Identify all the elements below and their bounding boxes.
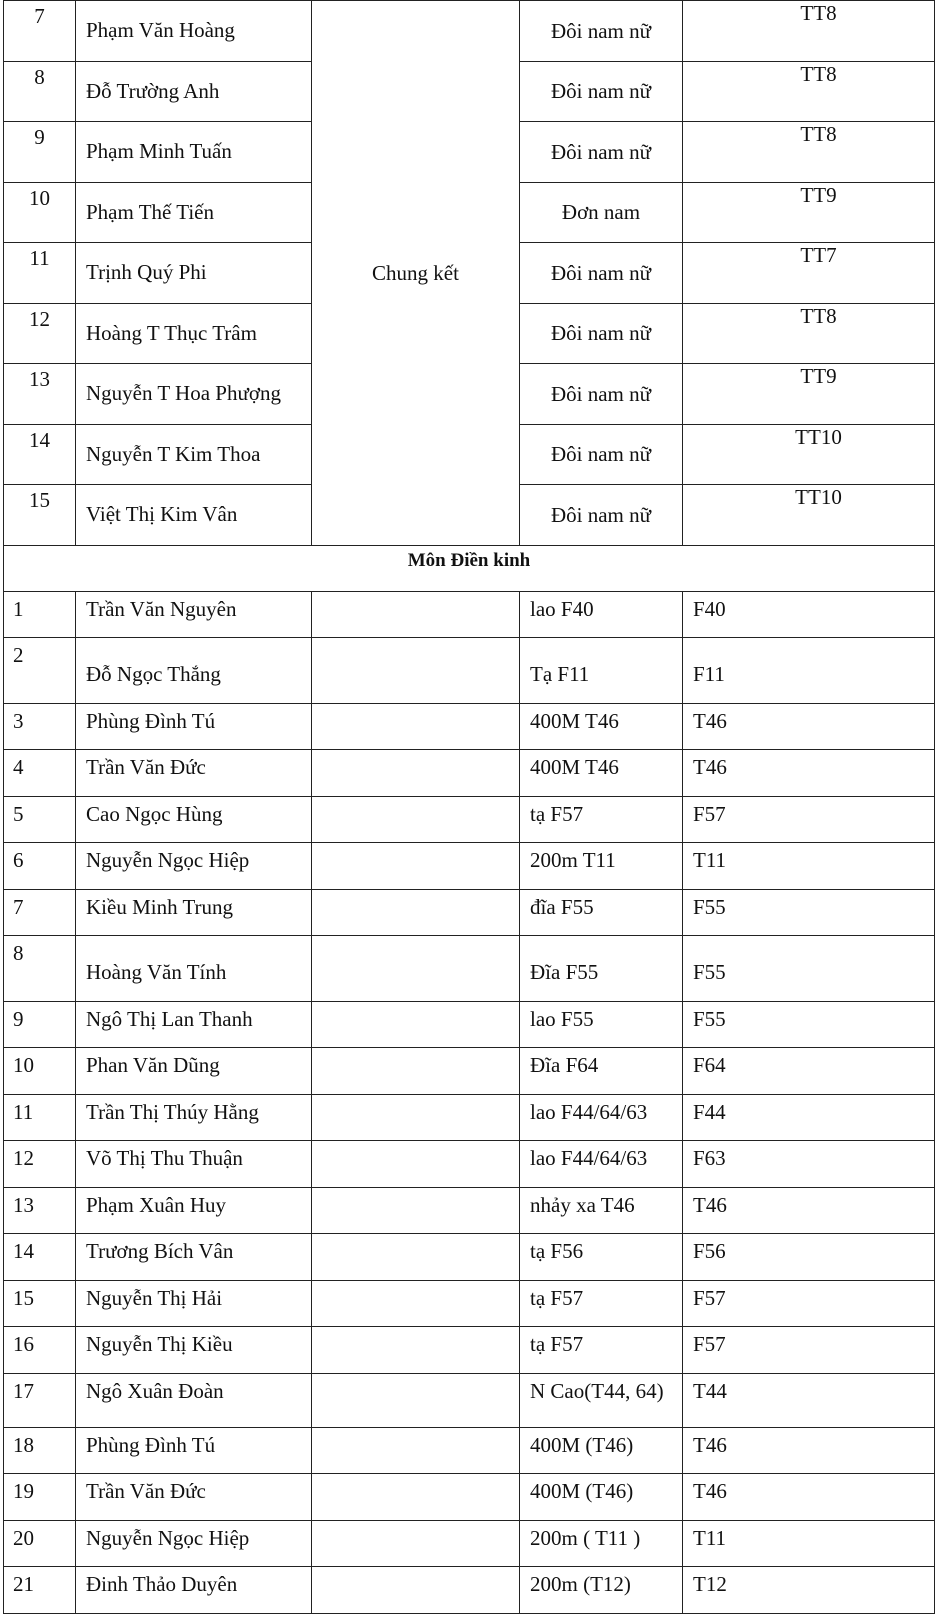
athlete-name: Phạm Thế Tiến — [76, 182, 312, 243]
athlete-name: Việt Thị Kim Vân — [76, 485, 312, 546]
athlete-name: Cao Ngọc Hùng — [76, 796, 312, 843]
class-code: T46 — [683, 1427, 935, 1474]
class-code: T46 — [683, 1474, 935, 1521]
athlete-name: Ngô Xuân Đoàn — [76, 1373, 312, 1427]
athlete-name: Trương Bích Vân — [76, 1234, 312, 1281]
row-number: 15 — [4, 1280, 76, 1327]
athlete-name: Trần Văn Nguyên — [76, 591, 312, 638]
row-number: 20 — [4, 1520, 76, 1567]
class-code: T12 — [683, 1567, 935, 1614]
round-cell — [312, 1187, 520, 1234]
event-name: 200m (T12) — [520, 1567, 683, 1614]
class-code: TT7 — [683, 243, 935, 304]
row-number: 14 — [4, 424, 76, 485]
table-row — [4, 638, 935, 704]
athlete-name: Hoàng Văn Tính — [76, 936, 312, 1002]
class-code: TT9 — [683, 364, 935, 425]
round-cell — [312, 1001, 520, 1048]
table-row — [4, 1520, 935, 1567]
table-row — [4, 750, 935, 797]
class-code: T46 — [683, 750, 935, 797]
class-code: F40 — [683, 591, 935, 638]
roster-table — [3, 0, 935, 1614]
table-row — [4, 1234, 935, 1281]
table-row — [4, 1327, 935, 1374]
row-number: 8 — [4, 936, 76, 1002]
round-cell — [312, 1520, 520, 1567]
class-code: TT8 — [683, 1, 935, 62]
event-name: 400M T46 — [520, 750, 683, 797]
table-row — [4, 1474, 935, 1521]
section-title: Môn Điền kinh — [4, 545, 935, 591]
class-code: TT10 — [683, 424, 935, 485]
round-cell — [312, 1567, 520, 1614]
athlete-name: Ngô Thị Lan Thanh — [76, 1001, 312, 1048]
class-code: F64 — [683, 1048, 935, 1095]
event-name: 400M T46 — [520, 703, 683, 750]
section-header-row — [4, 545, 935, 591]
round-cell — [312, 1048, 520, 1095]
round-cell — [312, 1474, 520, 1521]
table-row — [4, 1280, 935, 1327]
row-number: 19 — [4, 1474, 76, 1521]
athlete-name: Phùng Đình Tú — [76, 703, 312, 750]
athlete-name: Phan Văn Dũng — [76, 1048, 312, 1095]
class-code: TT9 — [683, 182, 935, 243]
event-name: đĩa F55 — [520, 889, 683, 936]
event-name: Đôi nam nữ — [520, 243, 683, 304]
event-name: nhảy xa T46 — [520, 1187, 683, 1234]
round-cell — [312, 638, 520, 704]
round-cell — [312, 796, 520, 843]
row-number: 9 — [4, 1001, 76, 1048]
athlete-name: Trần Văn Đức — [76, 750, 312, 797]
row-number: 2 — [4, 638, 76, 704]
athlete-name: Phùng Đình Tú — [76, 1427, 312, 1474]
row-number: 21 — [4, 1567, 76, 1614]
table-row — [4, 1187, 935, 1234]
class-code: T46 — [683, 1187, 935, 1234]
class-code: F56 — [683, 1234, 935, 1281]
class-code: TT8 — [683, 122, 935, 183]
event-name: N Cao(T44, 64) — [520, 1373, 683, 1427]
event-name: Đơn nam — [520, 182, 683, 243]
class-code: TT8 — [683, 61, 935, 122]
athlete-name: Nguyễn Ngọc Hiệp — [76, 1520, 312, 1567]
athlete-name: Đỗ Ngọc Thắng — [76, 638, 312, 704]
athlete-name: Nguyễn Thị Kiều — [76, 1327, 312, 1374]
row-number: 12 — [4, 303, 76, 364]
athlete-name: Phạm Xuân Huy — [76, 1187, 312, 1234]
row-number: 16 — [4, 1327, 76, 1374]
table-row — [4, 843, 935, 890]
table-row — [4, 1, 935, 62]
event-name: tạ F56 — [520, 1234, 683, 1281]
table-row — [4, 1141, 935, 1188]
athlete-name: Trần Văn Đức — [76, 1474, 312, 1521]
event-name: 400M (T46) — [520, 1427, 683, 1474]
table-row — [4, 889, 935, 936]
row-number: 3 — [4, 703, 76, 750]
event-name: lao F40 — [520, 591, 683, 638]
athlete-name: Nguyễn Thị Hải — [76, 1280, 312, 1327]
athlete-name: Nguyễn T Hoa Phượng — [76, 364, 312, 425]
round-cell — [312, 703, 520, 750]
class-code: F57 — [683, 1280, 935, 1327]
event-name: Đôi nam nữ — [520, 485, 683, 546]
row-number: 15 — [4, 485, 76, 546]
row-number: 5 — [4, 796, 76, 843]
table-row — [4, 1373, 935, 1427]
event-name: 200m T11 — [520, 843, 683, 890]
event-name: Đôi nam nữ — [520, 1, 683, 62]
round-cell — [312, 1141, 520, 1188]
row-number: 10 — [4, 182, 76, 243]
athlete-name: Phạm Văn Hoàng — [76, 1, 312, 62]
round-cell — [312, 1427, 520, 1474]
athlete-name: Hoàng T Thục Trâm — [76, 303, 312, 364]
row-number: 12 — [4, 1141, 76, 1188]
event-name: Đôi nam nữ — [520, 61, 683, 122]
event-name: lao F44/64/63 — [520, 1141, 683, 1188]
athlete-name: Phạm Minh Tuấn — [76, 122, 312, 183]
event-name: tạ F57 — [520, 1280, 683, 1327]
class-code: T11 — [683, 843, 935, 890]
event-name: lao F44/64/63 — [520, 1094, 683, 1141]
class-code: T44 — [683, 1373, 935, 1427]
class-code: F55 — [683, 936, 935, 1002]
row-number: 9 — [4, 122, 76, 183]
athlete-name: Đỗ Trường Anh — [76, 61, 312, 122]
event-name: Đôi nam nữ — [520, 364, 683, 425]
table-row — [4, 796, 935, 843]
round-cell — [312, 1373, 520, 1427]
class-code: F44 — [683, 1094, 935, 1141]
event-name: lao F55 — [520, 1001, 683, 1048]
event-name: Đôi nam nữ — [520, 424, 683, 485]
event-name: 400M (T46) — [520, 1474, 683, 1521]
table-row — [4, 591, 935, 638]
round-cell: Chung kết — [312, 1, 520, 546]
table-row — [4, 1094, 935, 1141]
class-code: T11 — [683, 1520, 935, 1567]
athlete-name: Trần Thị Thúy Hằng — [76, 1094, 312, 1141]
row-number: 10 — [4, 1048, 76, 1095]
class-code: F55 — [683, 889, 935, 936]
row-number: 13 — [4, 1187, 76, 1234]
athlete-name: Trịnh Quý Phi — [76, 243, 312, 304]
row-number: 7 — [4, 1, 76, 62]
table-row — [4, 1048, 935, 1095]
event-name: Tạ F11 — [520, 638, 683, 704]
athlete-name: Kiều Minh Trung — [76, 889, 312, 936]
round-cell — [312, 843, 520, 890]
row-number: 4 — [4, 750, 76, 797]
row-number: 13 — [4, 364, 76, 425]
row-number: 1 — [4, 591, 76, 638]
class-code: F55 — [683, 1001, 935, 1048]
athlete-name: Võ Thị Thu Thuận — [76, 1141, 312, 1188]
table-row — [4, 936, 935, 1002]
row-number: 11 — [4, 243, 76, 304]
row-number: 8 — [4, 61, 76, 122]
round-cell — [312, 1234, 520, 1281]
athlete-name: Nguyễn Ngọc Hiệp — [76, 843, 312, 890]
row-number: 11 — [4, 1094, 76, 1141]
row-number: 18 — [4, 1427, 76, 1474]
event-name: Đĩa F64 — [520, 1048, 683, 1095]
round-cell — [312, 1094, 520, 1141]
class-code: T46 — [683, 703, 935, 750]
row-number: 14 — [4, 1234, 76, 1281]
round-cell — [312, 1280, 520, 1327]
roster-table-body — [4, 1, 935, 1614]
athlete-name: Nguyễn T Kim Thoa — [76, 424, 312, 485]
row-number: 6 — [4, 843, 76, 890]
round-cell — [312, 889, 520, 936]
event-name: Đĩa F55 — [520, 936, 683, 1002]
event-name: tạ F57 — [520, 796, 683, 843]
table-row — [4, 1427, 935, 1474]
class-code: F63 — [683, 1141, 935, 1188]
class-code: F11 — [683, 638, 935, 704]
round-cell — [312, 936, 520, 1002]
table-row — [4, 703, 935, 750]
class-code: F57 — [683, 1327, 935, 1374]
event-name: Đôi nam nữ — [520, 303, 683, 364]
round-cell — [312, 591, 520, 638]
event-name: 200m ( T11 ) — [520, 1520, 683, 1567]
athlete-name: Đinh Thảo Duyên — [76, 1567, 312, 1614]
event-name: Đôi nam nữ — [520, 122, 683, 183]
round-cell — [312, 750, 520, 797]
table-row — [4, 1567, 935, 1614]
class-code: F57 — [683, 796, 935, 843]
event-name: tạ F57 — [520, 1327, 683, 1374]
table-row — [4, 1001, 935, 1048]
row-number: 7 — [4, 889, 76, 936]
class-code: TT8 — [683, 303, 935, 364]
row-number: 17 — [4, 1373, 76, 1427]
class-code: TT10 — [683, 485, 935, 546]
round-cell — [312, 1327, 520, 1374]
